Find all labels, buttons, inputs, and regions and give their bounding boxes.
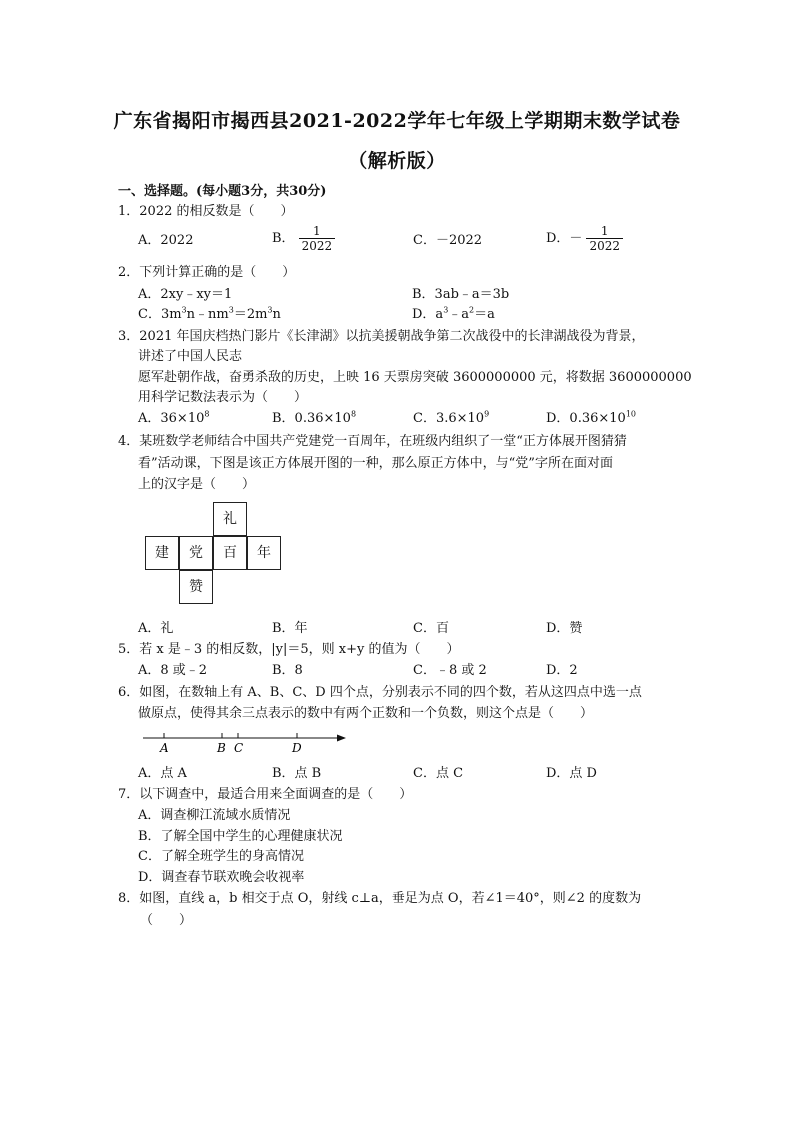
q2-option-a: A．2xy﹣xy＝1 bbox=[138, 287, 233, 302]
q3-line1: 3．2021 年国庆档热门影片《长津湖》以抗美援朝战争第二次战役中的长津湖战役为背景， bbox=[118, 329, 645, 344]
q1-b-numerator: 1 bbox=[299, 224, 336, 239]
q3-b-exp: 8 bbox=[350, 409, 357, 419]
q1-option-d-prefix: D．－ bbox=[546, 231, 583, 246]
q4-option-a: A．礼 bbox=[138, 621, 174, 636]
q7-stem: 7．以下调查中，最适合用来全面调查的是（ ） bbox=[118, 787, 413, 802]
number-line-arrow bbox=[337, 735, 346, 742]
q3-line4: 用科学记数法表示为（ ） bbox=[138, 390, 308, 405]
q8-line1: 8．如图，直线 a，b 相交于点 O，射线 c⊥a，垂足为点 O，若∠1＝40°，则∠2 的度数为 bbox=[118, 891, 642, 906]
q2-d-exp2: 2 bbox=[469, 305, 475, 315]
q2-stem: 2．下列计算正确的是（ ） bbox=[118, 265, 296, 280]
q7-option-d: D．调查春节联欢晚会收视率 bbox=[138, 870, 305, 885]
q2-c-part4: n bbox=[272, 307, 281, 322]
q2-c-exp2: 3 bbox=[228, 305, 234, 315]
point-label-d: D bbox=[292, 741, 302, 755]
net-cell-zan: 赞 bbox=[179, 570, 213, 604]
q2-d-part1: D．a bbox=[412, 307, 444, 322]
q3-b-base: B．0.36×10 bbox=[272, 411, 351, 426]
q5-option-b: B．8 bbox=[272, 663, 303, 678]
q3-option-b bbox=[272, 410, 356, 427]
q6-option-c: C．点 C bbox=[413, 766, 464, 781]
q3-a-base: A．36×10 bbox=[138, 411, 205, 426]
q1-option-b-fraction bbox=[299, 224, 336, 253]
q3-d-exp: 10 bbox=[625, 409, 636, 419]
q2-c-part2: n﹣nm bbox=[186, 307, 229, 322]
q1-d-numerator: 1 bbox=[586, 224, 623, 239]
q3-option-c bbox=[413, 410, 489, 427]
q6-line2: 做原点，使得其余三点表示的数中有两个正数和一个负数，则这个点是（ ） bbox=[138, 706, 594, 721]
q2-option-c bbox=[138, 306, 281, 323]
q1-option-b bbox=[272, 224, 335, 253]
q5-option-d: D．2 bbox=[546, 663, 578, 678]
point-label-a: A bbox=[160, 741, 169, 755]
q4-option-c: C．百 bbox=[413, 621, 449, 636]
q3-line2: 讲述了中国人民志 bbox=[138, 349, 243, 364]
section-heading: 一、选择题。(每小题3分，共30分) bbox=[118, 184, 327, 199]
number-line-figure bbox=[140, 728, 355, 756]
q7-option-b: B．了解全国中学生的心理健康状况 bbox=[138, 829, 343, 844]
q4-option-b: B．年 bbox=[272, 621, 308, 636]
q7-option-a: A．调查柳江流域水质情况 bbox=[138, 808, 291, 823]
net-cell-dang: 党 bbox=[179, 536, 213, 570]
q3-line3: 愿军赴朝作战，奋勇杀敌的历史，上映 16 天票房突破 3600000000 元，将数据 3600000000 bbox=[138, 370, 692, 385]
q2-d-exp1: 3 bbox=[443, 305, 449, 315]
exam-title: 广东省揭阳市揭西县2021-2022学年七年级上学期期末数学试卷 bbox=[113, 110, 681, 132]
q7-option-c: C．了解全班学生的身高情况 bbox=[138, 849, 304, 864]
q2-d-part3: ＝a bbox=[474, 307, 495, 322]
q3-c-base: C．3.6×10 bbox=[413, 411, 485, 426]
q1-stem: 1．2022 的相反数是（ ） bbox=[118, 204, 294, 219]
q1-d-denominator: 2022 bbox=[589, 239, 620, 253]
point-label-c: C bbox=[234, 741, 244, 755]
q1-b-denominator: 2022 bbox=[301, 239, 333, 253]
q2-option-b: B．3ab﹣a＝3b bbox=[412, 287, 510, 302]
q1-option-d-fraction bbox=[586, 224, 623, 253]
q3-option-a bbox=[138, 410, 209, 427]
point-label-b: B bbox=[217, 741, 226, 755]
net-cell-top: 礼 bbox=[213, 502, 247, 536]
q2-d-part2: ﹣a bbox=[448, 307, 470, 322]
q1-option-a: A．2022 bbox=[138, 233, 194, 248]
q5-stem: 5．若 x 是﹣3 的相反数，|y|＝5，则 x+y 的值为（ ） bbox=[118, 642, 460, 657]
q6-option-d: D．点 D bbox=[546, 766, 597, 781]
q5-option-a: A．8 或﹣2 bbox=[138, 663, 208, 678]
q5-option-c: C．﹣8 或 2 bbox=[413, 663, 487, 678]
q3-c-exp: 9 bbox=[484, 409, 490, 419]
q3-option-d bbox=[546, 410, 636, 427]
q2-c-exp3: 3 bbox=[267, 305, 273, 315]
q8-line2: （ ） bbox=[140, 913, 193, 928]
q1-option-c: C．－2022 bbox=[413, 233, 483, 248]
net-cell-nian: 年 bbox=[247, 536, 281, 570]
q6-line1: 6．如图，在数轴上有 A、B、C、D 四个点，分别表示不同的四个数，若从这四点中选一点 bbox=[118, 685, 642, 700]
q4-option-d: D．赞 bbox=[546, 621, 583, 636]
q2-c-exp1: 3 bbox=[181, 305, 187, 315]
q6-option-b: B．点 B bbox=[272, 766, 322, 781]
q2-option-d bbox=[412, 306, 495, 323]
net-cell-jian: 建 bbox=[145, 536, 179, 570]
q4-line3: 上的汉字是（ ） bbox=[138, 477, 256, 492]
q4-line1: 4．某班数学老师结合中国共产党建党一百周年，在班级内组织了一堂“正方体展开图猜猜 bbox=[118, 434, 627, 449]
q1-option-b-prefix: B． bbox=[272, 231, 295, 246]
q6-option-a: A．点 A bbox=[138, 766, 187, 781]
q2-c-part3: ＝2m bbox=[233, 307, 268, 322]
exam-subtitle: （解析版） bbox=[348, 150, 446, 172]
q1-option-d bbox=[546, 224, 623, 253]
net-cell-bai: 百 bbox=[213, 536, 247, 570]
q4-line2: 看”活动课，下图是该正方体展开图的一种，那么原正方体中，与“党”字所在面对面 bbox=[138, 456, 613, 471]
q3-a-exp: 8 bbox=[204, 409, 210, 419]
q2-c-part1: C．3m bbox=[138, 307, 182, 322]
q3-d-base: D．0.36×10 bbox=[546, 411, 626, 426]
